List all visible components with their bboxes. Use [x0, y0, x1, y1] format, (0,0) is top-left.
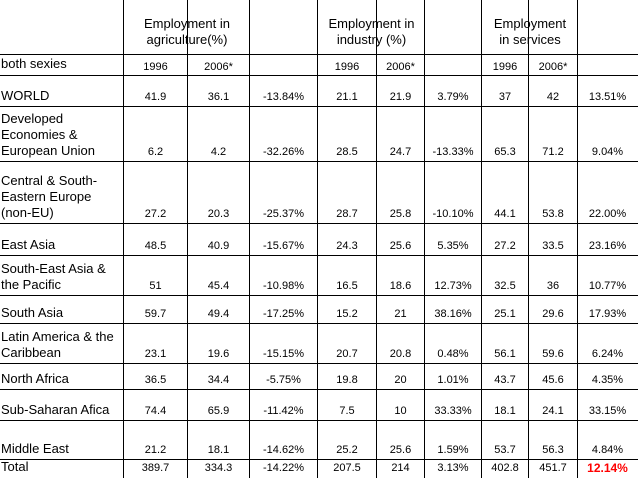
- table-cell: -17.25%: [263, 308, 304, 320]
- table-cell: 65.9: [207, 405, 230, 417]
- table-cell: -25.37%: [263, 208, 304, 220]
- table-cell: 207.5: [333, 462, 361, 474]
- table-cell: 51: [149, 280, 162, 292]
- table-cell: 42: [546, 91, 560, 103]
- table-cell: 29.6: [542, 308, 564, 320]
- header-industry: Employment in industry (%): [328, 16, 415, 47]
- table-cell: 20.8: [389, 348, 412, 360]
- table-cell: 6.2: [147, 146, 164, 158]
- grid-hline: [0, 54, 638, 55]
- subheader-year: [425, 60, 481, 76]
- subheader-year: 2006*: [538, 61, 568, 73]
- table-cell: -13.33%: [432, 146, 474, 158]
- table-cell: -5.75%: [266, 374, 301, 386]
- table-cell: -32.26%: [263, 146, 304, 158]
- table-cell: 36.5: [144, 374, 167, 386]
- table-cell: -10.98%: [263, 280, 304, 292]
- table-cell: 74.4: [144, 405, 167, 417]
- table-cell: 71.2: [542, 146, 564, 158]
- table-cell: 23.16%: [588, 240, 627, 252]
- table-cell: 27.2: [144, 208, 167, 220]
- table-cell: 19.6: [207, 348, 230, 360]
- table-cell: 10.77%: [588, 280, 627, 292]
- table-cell: 65.3: [494, 146, 516, 158]
- row-label: Total: [1, 460, 29, 474]
- table-cell: 4.84%: [591, 444, 624, 456]
- table-cell: 15.2: [336, 308, 358, 320]
- table-cell: 27.2: [494, 240, 516, 252]
- table-cell: 34.4: [207, 374, 230, 386]
- row-label: Developed Economies & European Union: [1, 111, 95, 158]
- table-cell: 24.7: [389, 146, 412, 158]
- subheader-label: both sexies: [1, 56, 67, 71]
- table-cell: 41.9: [144, 91, 167, 103]
- table-cell: 4.35%: [591, 374, 624, 386]
- table-cell: 25.2: [336, 444, 358, 456]
- row-label: Middle East: [1, 441, 69, 456]
- table-cell: 56.3: [542, 444, 564, 456]
- table-cell: -14.62%: [263, 444, 304, 456]
- table-cell: 13.51%: [588, 91, 627, 103]
- table-cell: 4.2: [210, 146, 227, 158]
- table-cell: 3.79%: [437, 91, 469, 103]
- table-cell: 25.6: [389, 444, 412, 456]
- table-cell: 28.7: [336, 208, 358, 220]
- table-cell: 402.8: [491, 462, 519, 474]
- subheader-year: 1996: [334, 61, 360, 73]
- subheader-year: 2006*: [386, 61, 415, 73]
- table-cell: 59.6: [542, 348, 564, 360]
- table-cell: 22.00%: [588, 208, 627, 220]
- row-label: Latin America & the Caribbean: [1, 329, 114, 360]
- table-cell: 9.04%: [591, 146, 624, 158]
- table-cell: 19.8: [336, 374, 358, 386]
- table-cell: 43.7: [494, 374, 516, 386]
- subheader-year: [250, 60, 317, 76]
- table-cell: 6.24%: [591, 348, 624, 360]
- table-cell: 23.1: [144, 348, 167, 360]
- table-cell: 28.5: [336, 146, 358, 158]
- table-cell: 3.13%: [437, 462, 469, 474]
- table-cell: 33.33%: [434, 405, 472, 417]
- table-cell: 49.4: [207, 308, 230, 320]
- table-cell: 32.5: [494, 280, 516, 292]
- table-cell: 48.5: [144, 240, 167, 252]
- subheader-year: [578, 60, 637, 76]
- row-label: North Africa: [1, 371, 69, 386]
- table-cell: 0.48%: [437, 348, 469, 360]
- table-cell: 451.7: [539, 462, 567, 474]
- table-cell: 17.93%: [588, 308, 627, 320]
- table-cell: 214: [391, 462, 410, 474]
- table-cell: 20.7: [336, 348, 358, 360]
- table-cell: -11.42%: [263, 405, 304, 417]
- table-cell: 21.1: [336, 91, 358, 103]
- table-cell: 21.9: [389, 91, 412, 103]
- subheader-year: 1996: [492, 61, 518, 73]
- table-cell: -14.22%: [263, 462, 304, 474]
- table-cell: -13.84%: [263, 91, 304, 103]
- table-cell: 389.7: [141, 462, 170, 474]
- table-cell: 53.8: [542, 208, 564, 220]
- subheader-year: 2006*: [204, 61, 233, 73]
- table-cell: 1.59%: [437, 444, 469, 456]
- table-cell: 18.1: [207, 444, 230, 456]
- table-cell: 7.5: [339, 405, 355, 417]
- total-services-change: 12.14%: [587, 461, 628, 475]
- table-cell: 36: [546, 280, 560, 292]
- table-cell: 45.6: [542, 374, 564, 386]
- table-cell: 38.16%: [434, 308, 472, 320]
- table-cell: 16.5: [336, 280, 358, 292]
- table-cell: 21.2: [144, 444, 167, 456]
- table-cell: 12.73%: [434, 280, 472, 292]
- table-cell: 5.35%: [437, 240, 469, 252]
- table-cell: -10.10%: [432, 208, 474, 220]
- table-cell: 18.6: [389, 280, 412, 292]
- row-label: Central & South- Eastern Europe (non-EU): [1, 173, 98, 220]
- header-services: Employment in services: [493, 16, 567, 47]
- table-cell: 20.3: [207, 208, 230, 220]
- header-agriculture: Employment in agriculture(%): [144, 16, 230, 47]
- table-cell: 37: [498, 91, 512, 103]
- table-cell: 59.7: [144, 308, 167, 320]
- row-label: South-East Asia & the Pacific: [1, 261, 106, 292]
- table-cell: 53.7: [494, 444, 516, 456]
- row-label: East Asia: [1, 237, 56, 252]
- table-cell: 25.6: [389, 240, 412, 252]
- subheader-year: 1996: [143, 61, 168, 73]
- table-cell: 24.1: [542, 405, 564, 417]
- table-cell: 40.9: [207, 240, 230, 252]
- table-cell: 56.1: [494, 348, 516, 360]
- table-cell: 33.5: [542, 240, 564, 252]
- table-cell: 33.15%: [588, 405, 627, 417]
- table-cell: 24.3: [336, 240, 358, 252]
- table-cell: 10: [394, 405, 407, 417]
- table-cell: -15.67%: [263, 240, 304, 252]
- table-cell: 36.1: [207, 91, 230, 103]
- table-cell: 44.1: [494, 208, 516, 220]
- table-cell: 334.3: [204, 462, 233, 474]
- table-cell: 18.1: [494, 405, 516, 417]
- row-label: Sub-Saharan Afica: [1, 402, 110, 417]
- table-cell: 1.01%: [437, 374, 469, 386]
- row-label: WORLD: [1, 88, 50, 103]
- table-cell: 20: [394, 374, 407, 386]
- table-cell: 45.4: [207, 280, 230, 292]
- table-cell: -15.15%: [263, 348, 304, 360]
- table-cell: 25.1: [494, 308, 516, 320]
- table-cell: 21: [394, 308, 407, 320]
- row-label: South Asia: [1, 305, 64, 320]
- table-cell: 25.8: [389, 208, 412, 220]
